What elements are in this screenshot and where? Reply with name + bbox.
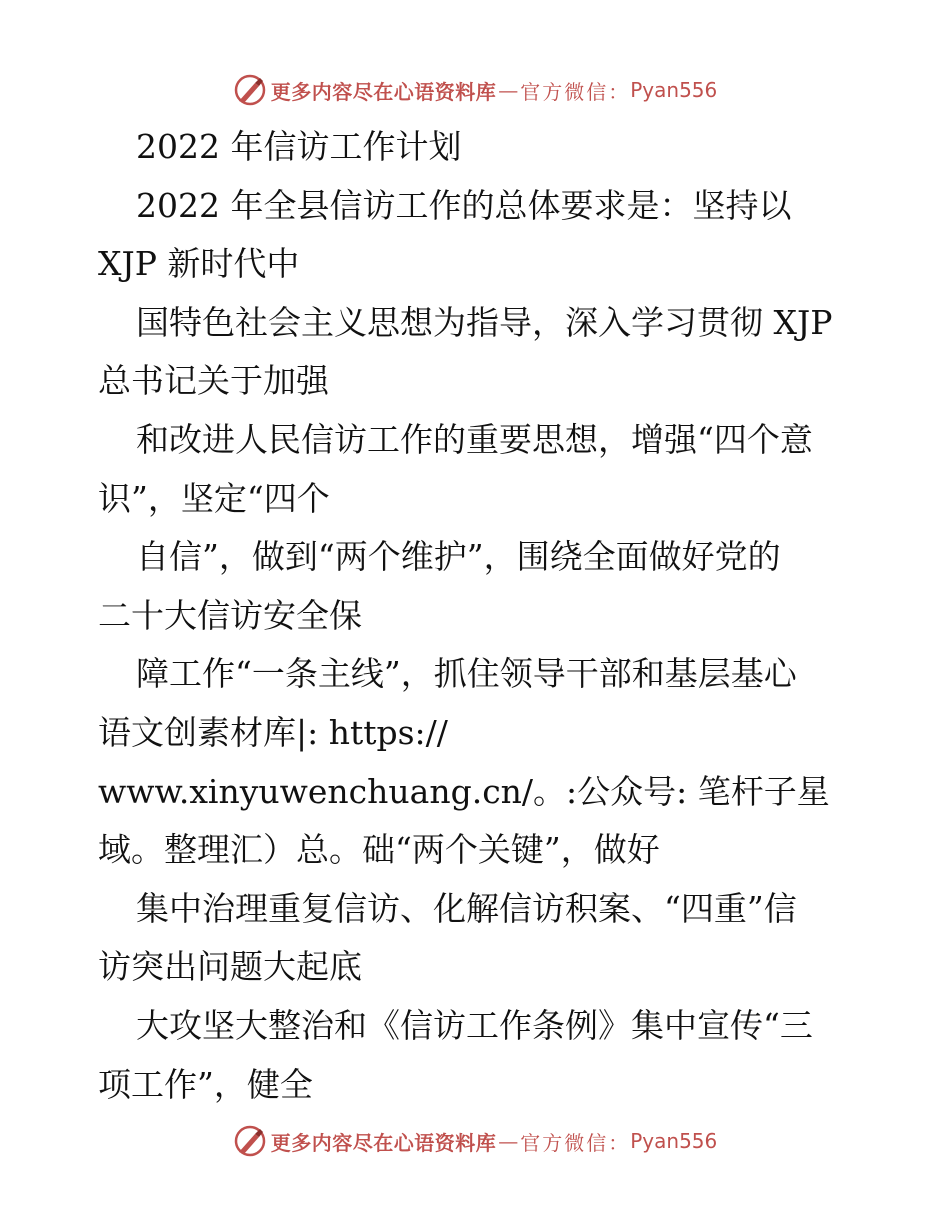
watermark-wechat-id: Pyan556 [630, 1129, 718, 1153]
watermark-banner-bottom [0, 1121, 950, 1161]
watermark-wechat-id: Pyan556 [630, 78, 718, 102]
pen-logo-icon [233, 1124, 267, 1158]
text-line: 自信”，做到“两个维护”，围绕全面做好党的 [136, 537, 781, 577]
watermark-official-label: 官方微信： [520, 79, 631, 104]
pen-logo-icon [233, 73, 267, 107]
text-line: 项工作”，健全 [98, 1064, 313, 1104]
document-body [98, 118, 858, 1114]
text-line: www.xinyuwenchuang.cn/。:公众号: 笔杆子星 [98, 771, 830, 811]
watermark-dash: — [498, 78, 519, 102]
text-line: 集中治理重复信访、化解信访积案、“四重”信 [136, 888, 797, 928]
text-line: 和改进人民信访工作的重要思想，增强“四个意 [136, 419, 813, 459]
text-line: 语文创素材库|: https:// [98, 712, 448, 752]
watermark-site-name: 更多内容尽在心语资料库 [270, 79, 497, 104]
text-line: 大攻坚大整治和《信访工作条例》集中宣传“三 [136, 1005, 813, 1045]
text-line: 障工作“一条主线”，抓住领导干部和基层基心 [136, 654, 797, 694]
watermark-site-name: 更多内容尽在心语资料库 [270, 1130, 497, 1155]
watermark-dash: — [498, 1129, 519, 1153]
text-line: 域。整理汇）总。础“两个关键”，做好 [98, 830, 660, 870]
text-line: 总书记关于加强 [98, 361, 329, 401]
text-line: XJP 新时代中 [98, 244, 300, 284]
watermark-official-label: 官方微信： [520, 1130, 631, 1155]
document-title: 2022 年信访工作计划 [136, 127, 462, 166]
text-line: 访突出问题大起底 [98, 947, 362, 987]
text-line: 二十大信访安全保 [98, 595, 362, 635]
watermark-banner-top [0, 70, 950, 110]
text-line: 2022 年全县信访工作的总体要求是：坚持以 [136, 185, 792, 225]
text-line: 识”，坚定“四个 [98, 478, 330, 518]
text-line: 国特色社会主义思想为指导，深入学习贯彻 XJP [136, 302, 833, 342]
